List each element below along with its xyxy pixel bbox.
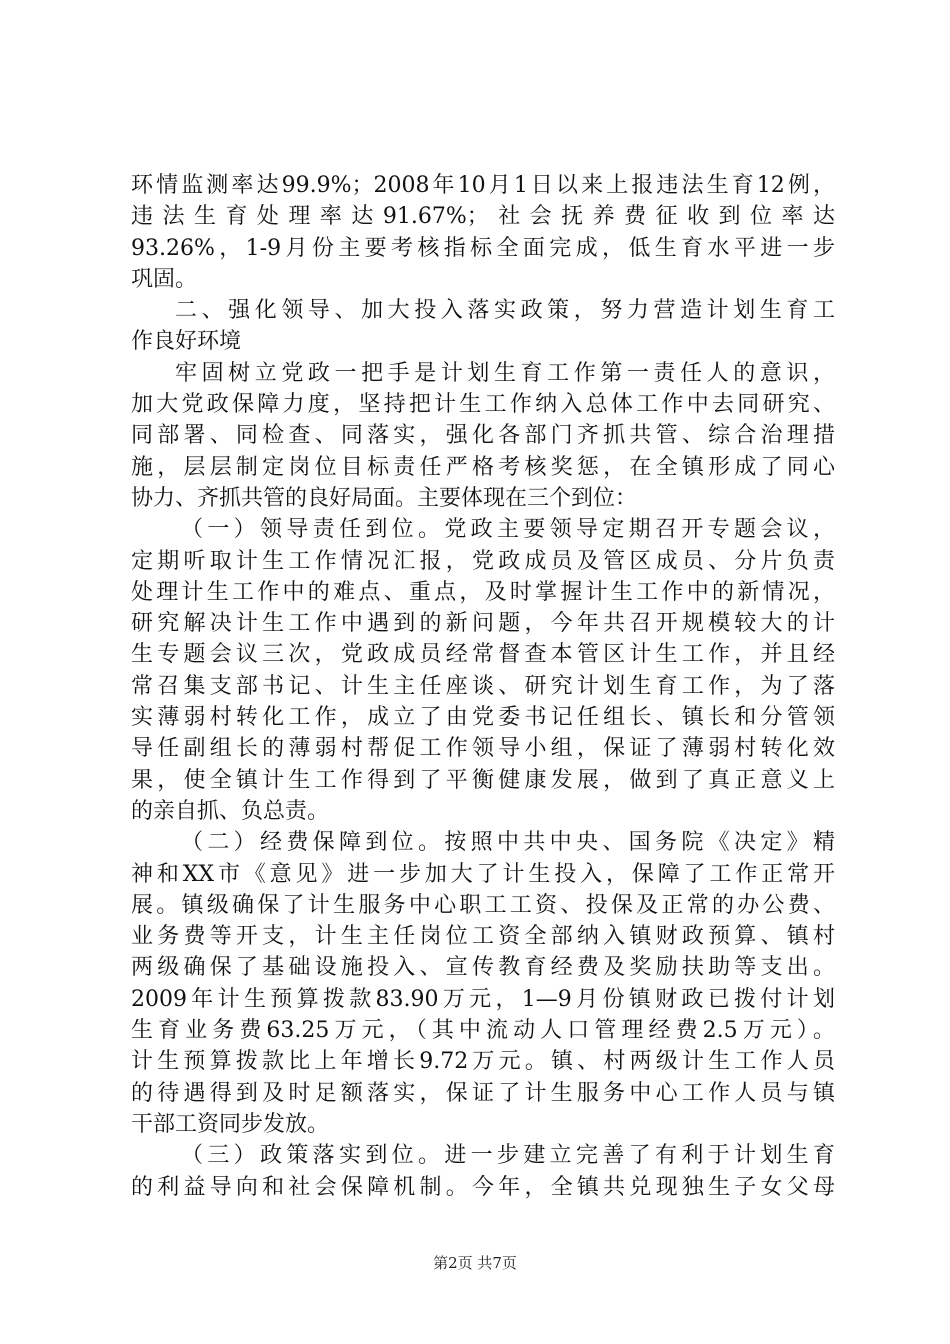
text-line: 巩固。 [131,266,198,292]
page-number: 第2页 共7页 [433,1254,517,1272]
text-line: 定期听取计生工作情况汇报，党政成员及管区成员、分片负责 [131,548,835,574]
text-line: 计生预算拨款比上年增长9.72万元。镇、村两级计生工作人员 [131,1049,835,1075]
text-line: 业务费等开支，计生主任岗位工资全部纳入镇财政预算、镇村 [131,924,835,950]
text-line: 常召集支部书记、计生主任座谈、研究计划生育工作，为了落 [131,673,835,699]
text-line: 同部署、同检查、同落实，强化各部门齐抓共管、综合治理措 [131,423,835,449]
section-heading: 二、强化领导、加大投入落实政策，努力营造计划生育工 [175,298,835,324]
text-line: 施，层层制定岗位目标责任严格考核奖惩，在全镇形成了同心 [131,454,835,480]
text-line: 生专题会议三次，党政成员经常督查本管区计生工作，并且经 [131,642,835,668]
text-line: 导任副组长的薄弱村帮促工作领导小组，保证了薄弱村转化效 [131,736,835,762]
document-body [131,170,835,1203]
text-line: 果，使全镇计生工作得到了平衡健康发展，做到了真正意义上 [131,767,835,793]
text-line: 处理计生工作中的难点、重点，及时掌握计生工作中的新情况， [131,579,835,605]
text-line: 违法生育处理率达91.67%；社会抚养费征收到位率达 [131,204,835,230]
text-line: 实薄弱村转化工作，成立了由党委书记任组长、镇长和分管领 [131,705,835,731]
text-line: 研究解决计生工作中遇到的新问题，今年共召开规模较大的计 [131,611,835,637]
text-line: 的待遇得到及时足额落实，保证了计生服务中心工作人员与镇 [131,1080,835,1106]
text-line: 神和XX市《意见》进一步加大了计生投入，保障了工作正常开 [131,861,835,887]
subsection-line: （二）经费保障到位。按照中共中央、国务院《决定》精 [181,830,835,856]
text-line: 环情监测率达99.9%；2008年10月1日以来上报违法生育12例， [131,173,835,198]
section-heading-cont: 作良好环境 [131,329,242,355]
text-line: 两级确保了基础设施投入、宣传教育经费及奖励扶助等支出。 [131,955,835,981]
text-line: 干部工资同步发放。 [131,1111,330,1137]
text-line: 牢固树立党政一把手是计划生育工作第一责任人的意识， [175,360,835,386]
subsection-line: （一）领导责任到位。党政主要领导定期召开专题会议， [181,517,835,543]
text-line: 2009年计生预算拨款83.90万元，1—9月份镇财政已拨付计划 [131,986,835,1012]
text-line: 加大党政保障力度，坚持把计生工作纳入总体工作中去同研究、 [131,392,835,418]
text-line: 的利益导向和社会保障机制。今年，全镇共兑现独生子女父母 [131,1174,835,1200]
text-line: 93.26%，1-9月份主要考核指标全面完成，低生育水平进一步 [131,235,835,261]
text-line: 生育业务费63.25万元，（其中流动人口管理经费2.5万元）。 [131,1018,835,1044]
subsection-line: （三）政策落实到位。进一步建立完善了有利于计划生育 [181,1143,835,1169]
text-line: 协力、齐抓共管的良好局面。主要体现在三个到位： [131,485,638,511]
text-line: 的亲自抓、负总责。 [131,798,330,824]
text-line: 展。镇级确保了计生服务中心职工工资、投保及正常的办公费、 [131,892,835,918]
